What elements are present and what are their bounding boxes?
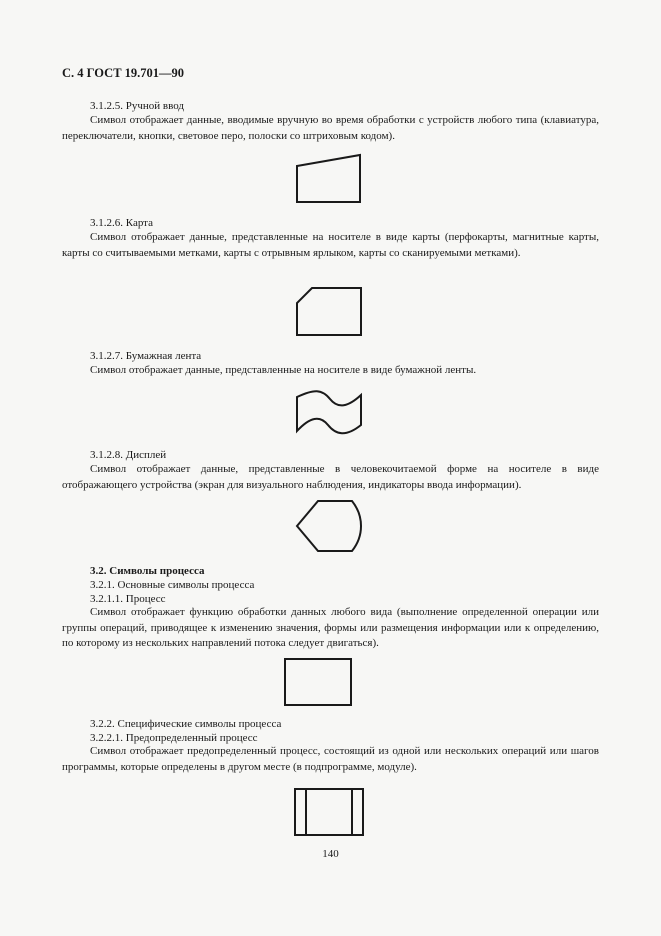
item-text-display: Символ отображает данные, представленные в человекочитаемой форме на носителе в виде отображающего устройства (экран для визуального наблюдения, индикаторы ввода информации). (62, 463, 599, 491)
paper-tape-symbol (294, 387, 364, 439)
item-text-predefined-process: Символ отображает предопределенный процесс, состоящий из одной или нескольких операций или шагов программы, которые определены в другом месте (в подпрограмме, модуле). (62, 745, 599, 773)
item-title-predefined-process: 3.2.2.1. Предопределенный процесс (90, 732, 258, 744)
page-header: С. 4 ГОСТ 19.701—90 (62, 66, 185, 80)
subsection-basic-process: 3.2.1. Основные символы процесса (90, 579, 255, 591)
card-symbol (294, 285, 364, 339)
item-title-card: 3.1.2.6. Карта (90, 217, 154, 229)
section-title-process-symbols: 3.2. Символы процесса (90, 565, 205, 577)
item-title-display: 3.1.2.8. Дисплей (90, 449, 167, 461)
process-symbol (282, 656, 354, 708)
item-text-process: Символ отображает функцию обработки данных любого вида (выполнение определенной операции или группы операций, приводящее к изменению значения, формы или размещения информации или к определению, по которому из нескольких направлений потока следует двигаться). (62, 606, 599, 649)
subsection-specific-process: 3.2.2. Специфические символы процесса (90, 718, 282, 730)
page-number: 140 (322, 848, 339, 860)
item-text-paper-tape: Символ отображает данные, представленные на носителе в виде бумажной ленты. (90, 364, 477, 376)
item-text-card: Символ отображает данные, представленные на носителе в виде карты (перфокарты, магнитные карты, карты со считываемыми метками, карты с отрывным ярлыком, карты со сканируемыми метками). (62, 231, 599, 259)
item-text-manual-input: Символ отображает данные, вводимые вручную во время обработки с устройств любого типа (клавиатура, переключатели, кнопки, световое перо, полоски со штриховым кодом). (62, 114, 599, 142)
item-title-process: 3.2.1.1. Процесс (90, 593, 166, 605)
manual-input-symbol (294, 152, 364, 206)
item-title-manual-input: 3.1.2.5. Ручной ввод (90, 100, 185, 112)
predefined-process-symbol (292, 786, 366, 838)
display-symbol (294, 498, 364, 554)
item-title-paper-tape: 3.1.2.7. Бумажная лента (90, 350, 202, 362)
